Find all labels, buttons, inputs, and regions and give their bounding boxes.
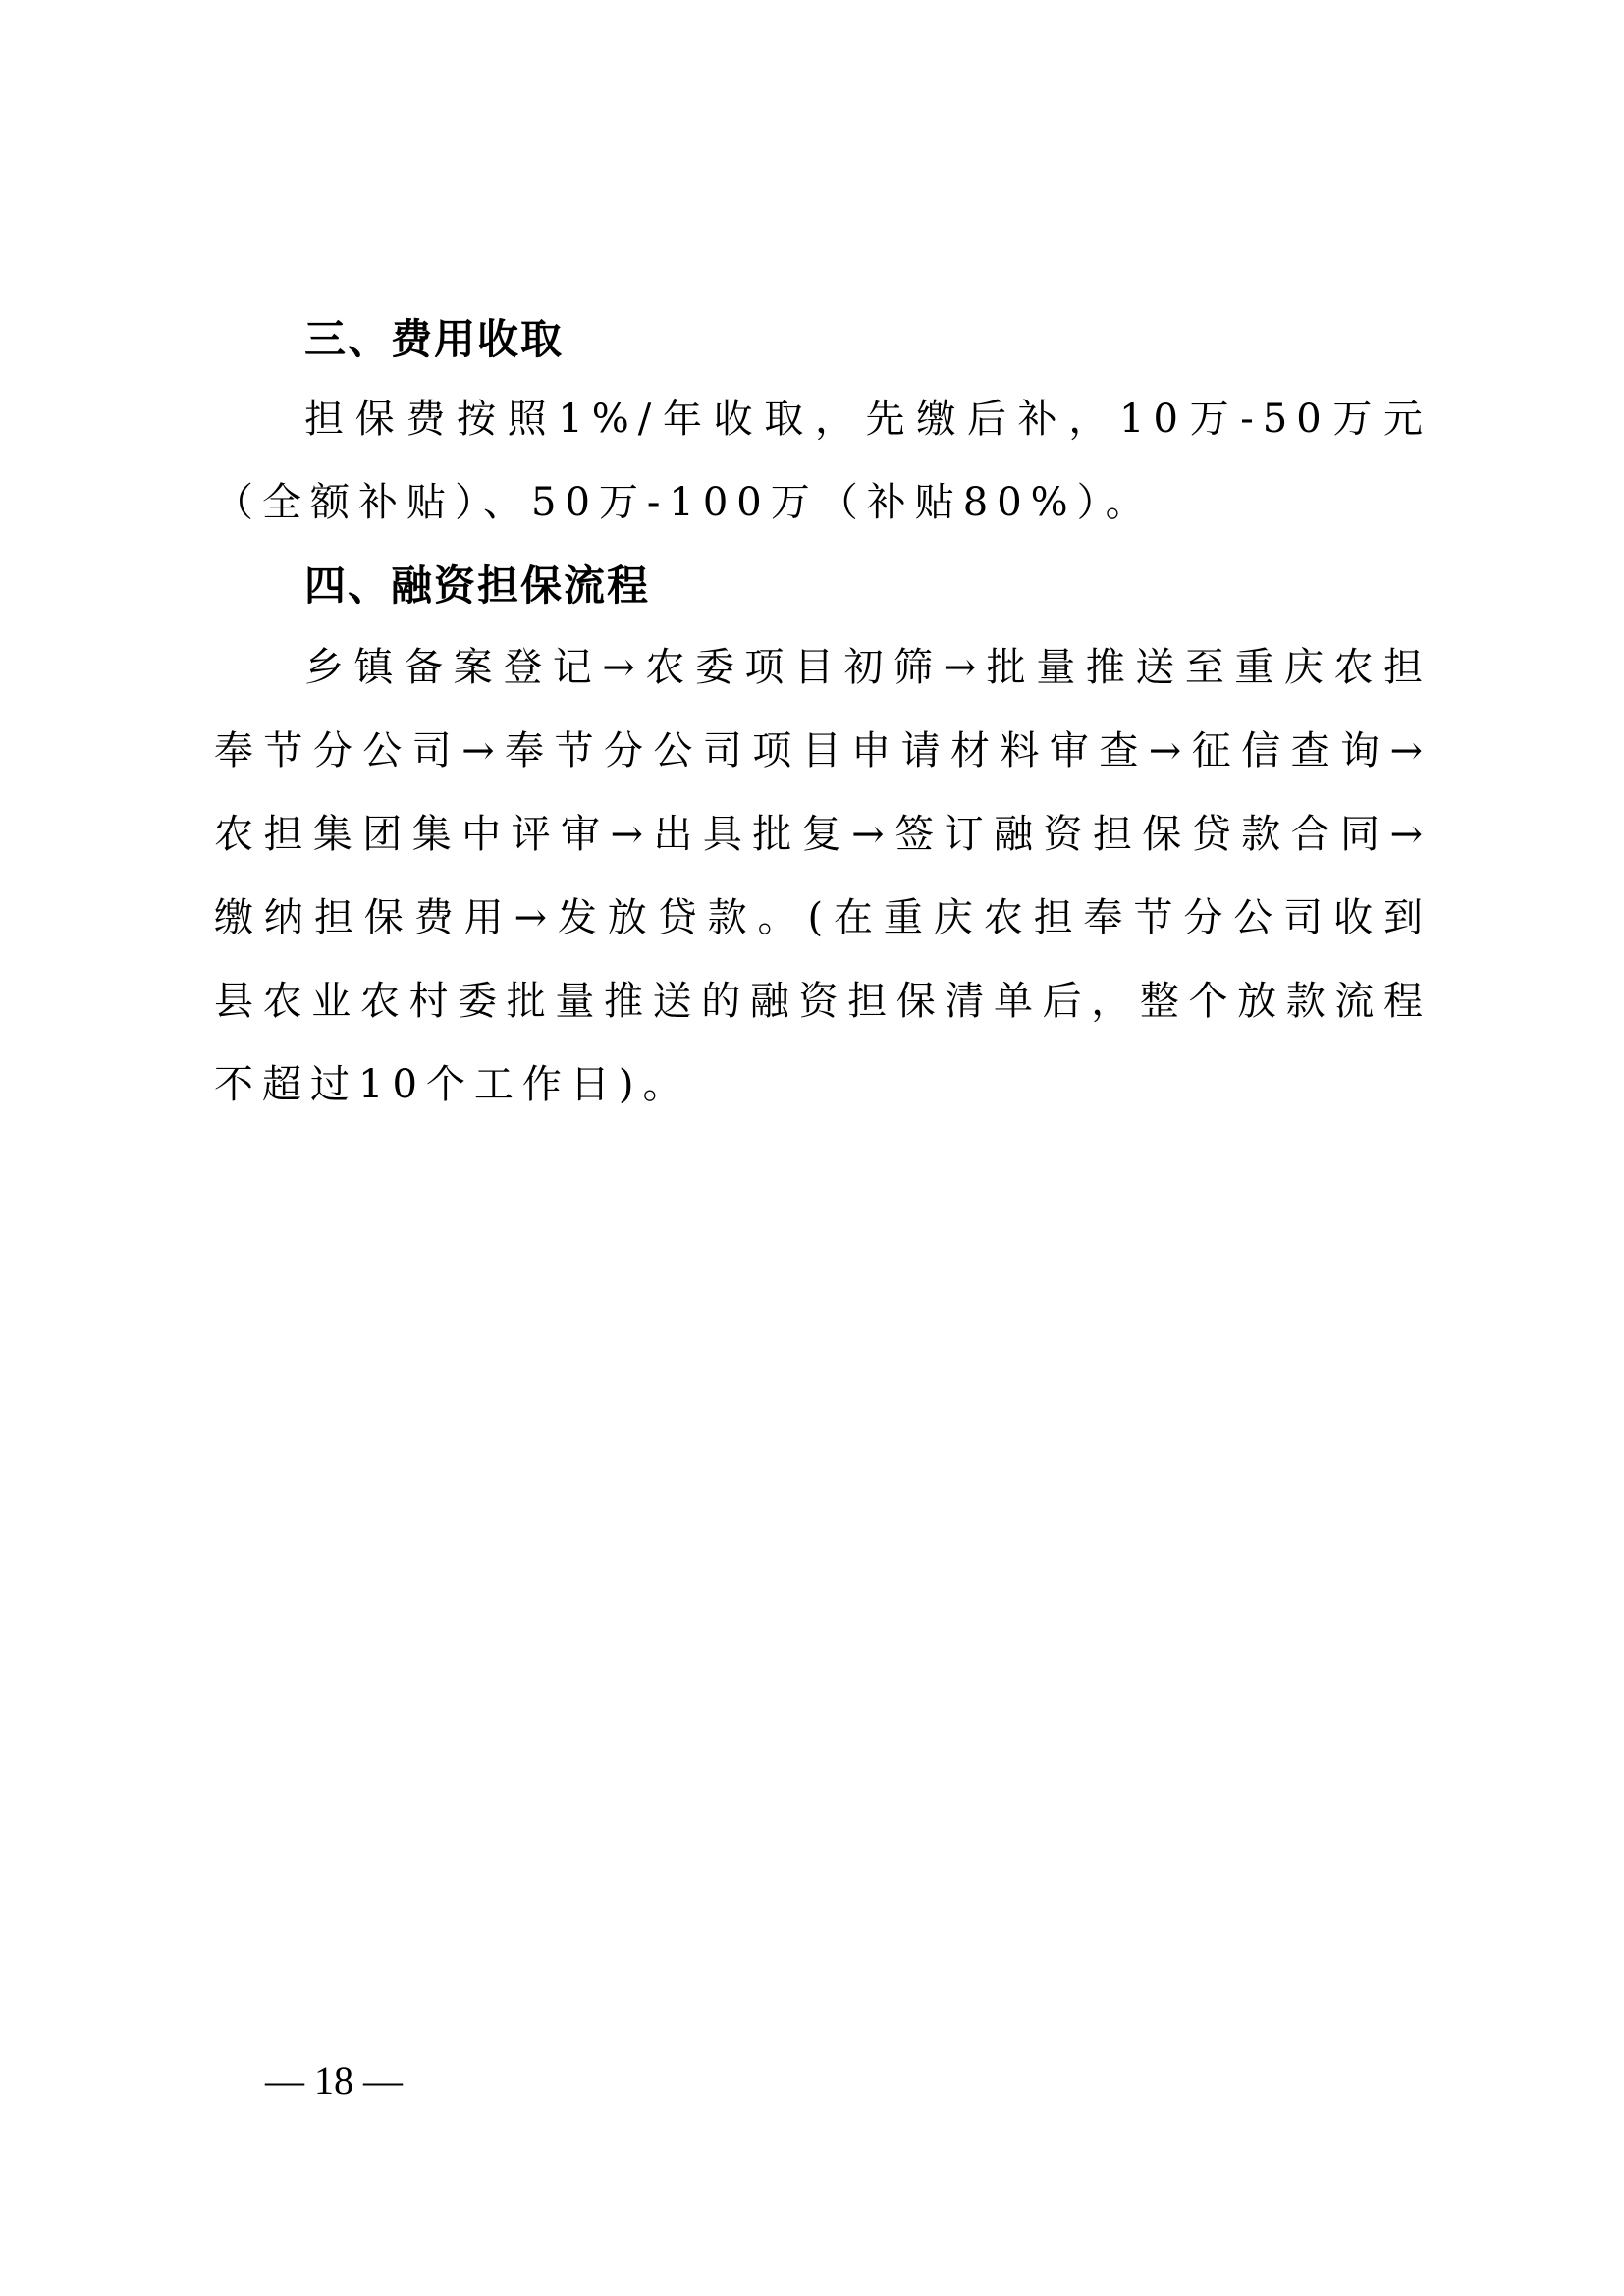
paragraph-fee-collection: 担保费按照1%/年收取，先缴后补，10万-50万元（全额补贴）、50万-100万（补贴80%）。 (214, 397, 1432, 525)
section-heading-financing-guarantee-process: 四、融资担保流程 (304, 561, 651, 610)
page-number: — 18 — (265, 2058, 403, 2103)
section-heading-fee-collection: 三、费用收取 (304, 315, 565, 363)
paragraph-financing-guarantee-process: 乡镇备案登记→农委项目初筛→批量推送至重庆农担奉节分公司→奉节分公司项目申请材料审查→征信查询→农担集团集中评审→出具批复→签订融资担保贷款合同→缴纳担保费用→发放贷款。(在重庆农担奉节分公司收到县农业农村委批量推送的融资担保清单后，整个放款流程不超过10个工作日)。 (214, 645, 1432, 1107)
